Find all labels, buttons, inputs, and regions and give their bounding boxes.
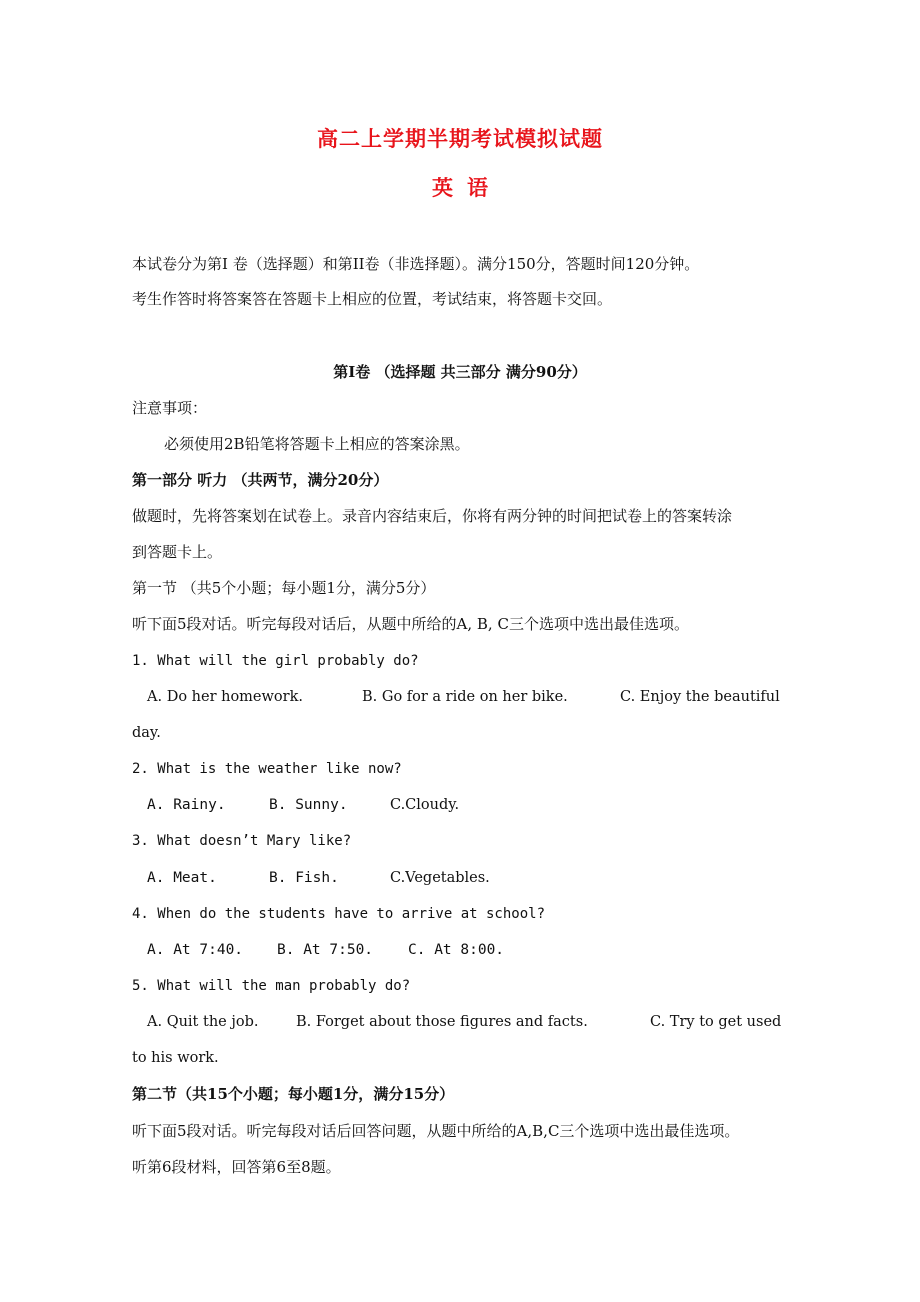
- question-4-option-c: C. At 8:00.: [408, 942, 505, 958]
- question-4-option-a: A. At 7:40.: [147, 942, 244, 958]
- question-1-option-b: B. Go for a ride on her bike.: [362, 689, 568, 705]
- question-2-option-a: A. Rainy.: [147, 797, 226, 813]
- section2-instr: 听下面5段对话。听完每段对话后回答问题，从题中所给的A,B,C三个选项中选出最佳选项。: [132, 1122, 740, 1140]
- question-5-stem: 5. What will the man probably do?: [132, 978, 411, 994]
- question-2-option-b: B. Sunny.: [269, 797, 348, 813]
- question-3-option-a: A. Meat.: [147, 870, 217, 886]
- question-5-option-a: A. Quit the job.: [147, 1014, 259, 1030]
- question-3-option-b: B. Fish.: [269, 870, 339, 886]
- intro-line-1: 本试卷分为第Ⅰ 卷（选择题）和第II卷（非选择题）。满分150分，答题时间120分钟。: [132, 255, 700, 273]
- question-1-option-c: C. Enjoy the beautiful: [620, 689, 780, 705]
- section1-heading: 第一节 （共5个小题；每小题1分，满分5分）: [132, 579, 436, 597]
- section1-instr: 听下面5段对话。听完每段对话后，从题中所给的A, B, C三个选项中选出最佳选项。: [132, 615, 689, 633]
- question-3-stem: 3. What doesn’t Mary like?: [132, 833, 352, 849]
- question-1-option-c-cont: day.: [132, 725, 161, 741]
- question-1-option-a: A. Do her homework.: [147, 689, 303, 705]
- question-2-option-c: C.Cloudy.: [390, 797, 460, 813]
- part1-heading: 第Ⅰ卷 （选择题 共三部分 满分90分）: [333, 363, 587, 381]
- question-4-stem: 4. When do the students have to arrive at school?: [132, 906, 546, 922]
- question-5-option-c-cont: to his work.: [132, 1050, 219, 1066]
- listening-instr-line-1: 做题时，先将答案划在试卷上。录音内容结束后，你将有两分钟的时间把试卷上的答案转涂: [132, 507, 733, 525]
- listening-heading: 第一部分 听力 （共两节，满分20分）: [132, 471, 389, 489]
- section2-heading: 第二节（共15个小题；每小题1分，满分15分）: [132, 1085, 455, 1103]
- exam-title: 高二上学期半期考试模拟试题: [317, 126, 603, 151]
- question-4-option-b: B. At 7:50.: [277, 942, 374, 958]
- listening-instr-line-2: 到答题卡上。: [132, 543, 223, 561]
- intro-line-2: 考生作答时将答案答在答题卡上相应的位置，考试结束，将答题卡交回。: [132, 290, 613, 308]
- question-3-option-c: C.Vegetables.: [390, 870, 490, 886]
- question-5-option-c: C. Try to get used: [650, 1014, 782, 1030]
- question-2-stem: 2. What is the weather like now?: [132, 761, 402, 777]
- question-5-option-b: B. Forget about those figures and facts.: [296, 1014, 588, 1030]
- notice-text: 必须使用2B铅笔将答题卡上相应的答案涂黑。: [164, 435, 470, 453]
- notice-label: 注意事项：: [132, 399, 208, 417]
- question-1-stem: 1. What will the girl probably do?: [132, 653, 419, 669]
- section2-sub: 听第6段材料，回答第6至8题。: [132, 1158, 341, 1176]
- subject-title: 英语: [432, 175, 502, 200]
